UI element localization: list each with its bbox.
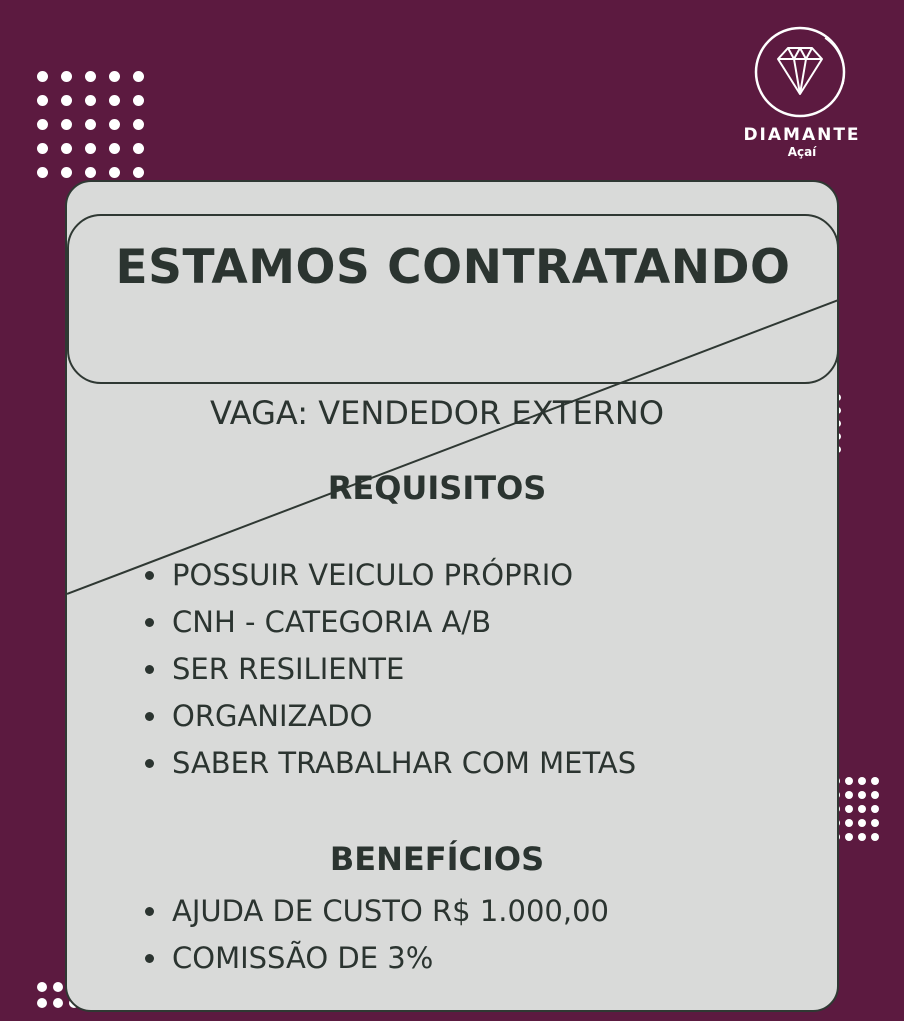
bullet-icon — [145, 571, 154, 580]
decorative-dot — [845, 833, 853, 841]
decorative-dot — [37, 982, 47, 992]
decorative-dot-grid — [37, 71, 144, 178]
brand-name: DIAMANTE — [743, 125, 861, 145]
list-item — [145, 888, 609, 935]
list-item — [145, 646, 636, 693]
decorative-dot — [61, 143, 72, 154]
decorative-dot — [61, 167, 72, 178]
decorative-dot — [871, 791, 879, 799]
list-item-text: SER RESILIENTE — [172, 652, 405, 686]
job-position: VAGA: VENDEDOR EXTERNO — [209, 394, 665, 432]
decorative-dot — [858, 805, 866, 813]
decorative-dot — [871, 777, 879, 785]
bullet-icon — [145, 665, 154, 674]
decorative-dot — [858, 819, 866, 827]
decorative-dot — [53, 998, 63, 1008]
list-item — [145, 693, 636, 740]
decorative-dot — [133, 167, 144, 178]
decorative-dot — [85, 71, 96, 82]
decorative-dot — [61, 95, 72, 106]
decorative-dot — [133, 119, 144, 130]
brand-logo — [732, 24, 872, 164]
diamond-icon — [750, 24, 854, 124]
brand-subtitle: Açaí — [787, 145, 817, 159]
decorative-dot — [845, 805, 853, 813]
decorative-dot — [871, 805, 879, 813]
decorative-dot — [845, 791, 853, 799]
decorative-dot — [37, 71, 48, 82]
list-item-text: AJUDA DE CUSTO R$ 1.000,00 — [172, 894, 609, 928]
bullet-icon — [145, 954, 154, 963]
list-item — [145, 740, 636, 787]
decorative-dot — [109, 71, 120, 82]
decorative-dot — [85, 143, 96, 154]
decorative-dot — [133, 95, 144, 106]
decorative-dot — [53, 982, 63, 992]
requirements-list — [145, 552, 636, 787]
list-item-text: POSSUIR VEICULO PRÓPRIO — [172, 558, 574, 592]
decorative-dot — [85, 119, 96, 130]
decorative-dot — [133, 143, 144, 154]
decorative-dot — [845, 777, 853, 785]
bullet-icon — [145, 759, 154, 768]
list-item-text: CNH - CATEGORIA A/B — [172, 605, 492, 639]
decorative-dot — [109, 119, 120, 130]
decorative-dot — [133, 71, 144, 82]
decorative-dot — [61, 71, 72, 82]
decorative-dot — [845, 819, 853, 827]
page-title: ESTAMOS CONTRATANDO — [115, 240, 791, 295]
list-item — [145, 935, 609, 982]
list-item-text: ORGANIZADO — [172, 699, 373, 733]
decorative-dot — [37, 119, 48, 130]
decorative-dot — [871, 819, 879, 827]
decorative-dot — [871, 833, 879, 841]
decorative-dot — [37, 95, 48, 106]
benefits-list — [145, 888, 609, 982]
list-item — [145, 552, 636, 599]
job-card — [65, 180, 839, 1012]
list-item-text: SABER TRABALHAR COM METAS — [172, 746, 637, 780]
decorative-dot — [37, 167, 48, 178]
requirements-heading: REQUISITOS — [327, 469, 547, 507]
benefits-heading: BENEFÍCIOS — [329, 840, 545, 878]
list-item — [145, 599, 636, 646]
decorative-dot — [858, 791, 866, 799]
bullet-icon — [145, 907, 154, 916]
decorative-dot — [85, 95, 96, 106]
decorative-dot — [37, 998, 47, 1008]
decorative-dot — [858, 777, 866, 785]
decorative-dot — [109, 143, 120, 154]
bullet-icon — [145, 618, 154, 627]
list-item-text: COMISSÃO DE 3% — [172, 941, 434, 975]
decorative-dot — [109, 95, 120, 106]
decorative-dot — [37, 143, 48, 154]
decorative-dot — [109, 167, 120, 178]
decorative-dot — [858, 833, 866, 841]
decorative-dot — [85, 167, 96, 178]
bullet-icon — [145, 712, 154, 721]
decorative-dot — [61, 119, 72, 130]
